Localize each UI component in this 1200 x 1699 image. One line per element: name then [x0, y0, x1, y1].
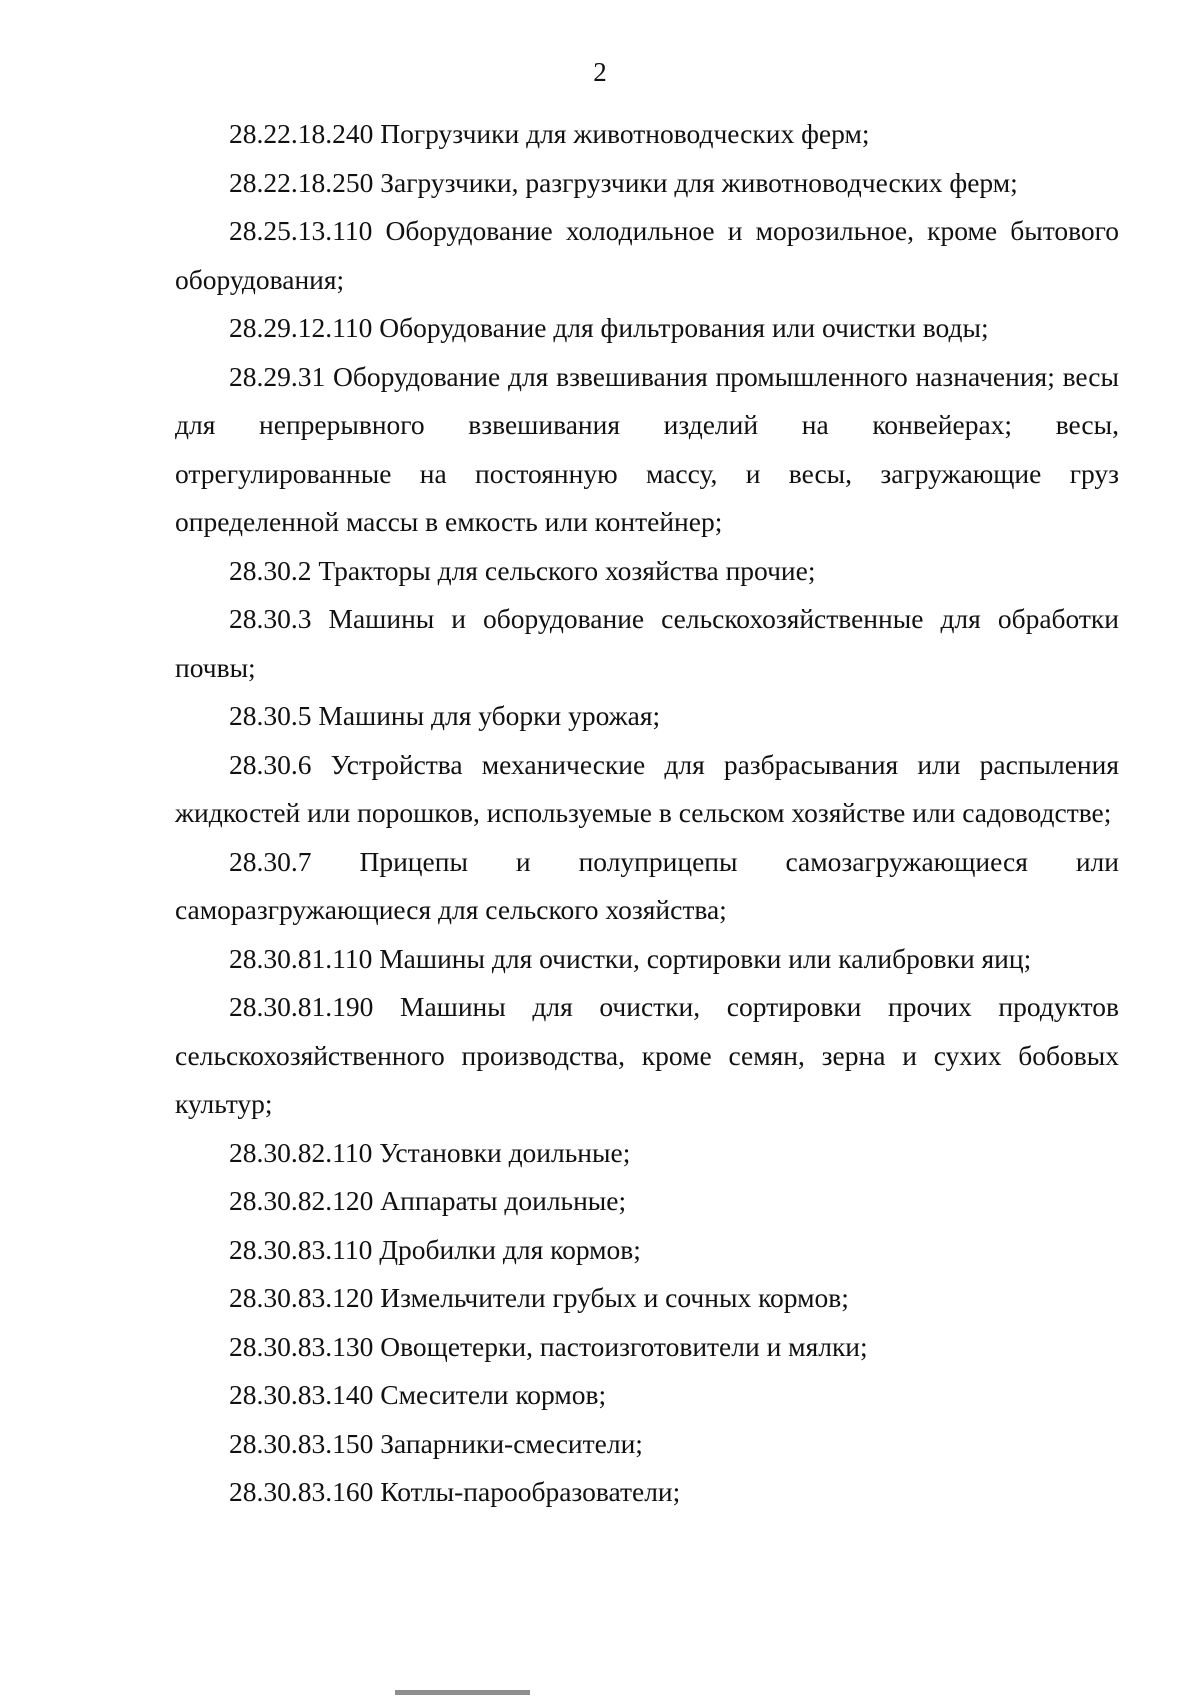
scan-artifact-mark — [395, 1690, 530, 1695]
list-item: 28.30.83.120 Измельчители грубых и сочных кормов; — [229, 1282, 849, 1313]
list-item: 28.30.82.110 Установки доильные; — [229, 1136, 631, 1168]
list-item: 28.30.83.160 Котлы-парообразователи; — [229, 1476, 681, 1507]
list-item: 28.30.2 Тракторы для сельского хозяйства прочие; — [229, 554, 816, 586]
list-item: 28.29.12.110 Оборудование для фильтрования или очистки воды; — [229, 312, 989, 343]
list-item: 28.30.5 Машины для уборки урожая; — [229, 700, 661, 731]
list-item: 28.30.82.120 Аппараты доильные; — [229, 1185, 627, 1216]
list-item: 28.30.6 Устройства механические для разбрасывания или распыления жидкостей или порошков, используемые в сельском хозяйстве или садоводстве; — [175, 748, 1119, 828]
list-item: 28.30.7 Прицепы и полуприцепы самозагружающиеся или саморазгружающиеся для сельского хозяйства; — [175, 845, 1119, 925]
list-item: 28.25.13.110 Оборудование холодильное и морозильное, кроме бытового оборудования; — [175, 215, 1119, 295]
list-item: 28.30.83.140 Смесители кормов; — [229, 1379, 607, 1410]
okpd-code-list — [175, 110, 1119, 1517]
list-item: 28.30.83.150 Запарники-смесители; — [229, 1427, 643, 1459]
list-item: 28.22.18.250 Загрузчики, разгрузчики для животноводческих ферм; — [229, 166, 1018, 198]
list-item: 28.30.83.130 Овощетерки, пастоизготовители и мялки; — [229, 1330, 868, 1362]
list-item: 28.30.3 Машины и оборудование сельскохозяйственные для обработки почвы; — [175, 603, 1119, 683]
list-item: 28.29.31 Оборудование для взвешивания промышленного назначения; весы для непрерывного взвешивания изделий на конвейерах; весы, отрегулированные на постоянную массу, и весы, загружающие груз определенной массы в емкость или контейнер; — [175, 360, 1119, 537]
list-item: 28.22.18.240 Погрузчики для животноводческих ферм; — [229, 118, 870, 149]
list-item: 28.30.81.110 Машины для очистки, сортировки или калибровки яиц; — [229, 942, 1032, 974]
list-item: 28.30.83.110 Дробилки для кормов; — [229, 1233, 641, 1265]
list-item: 28.30.81.190 Машины для очистки, сортировки прочих продуктов сельскохозяйственного производства, кроме семян, зерна и сухих бобовых культур; — [175, 991, 1119, 1119]
page-number: 2 — [593, 57, 607, 87]
